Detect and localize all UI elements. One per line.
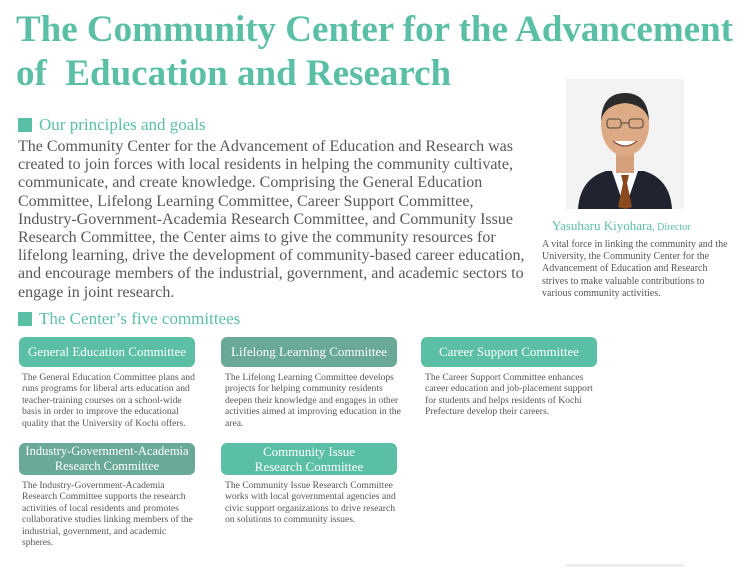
committee-name: Industry-Government-Academia Research Committee [25,444,189,473]
divider [566,564,684,567]
title-line-2: of Education and Research [16,53,452,94]
committee-badge-general-education [19,337,195,367]
committee-description-career-support: The Career Support Committee enhances career education and job-placement support for students and helps residents of Kochi Prefecture develop their careers. [425,372,593,418]
director-name: Yasuharu Kiyohara [552,218,653,233]
committee-badge-community-issue [221,443,397,475]
committee-name: Lifelong Learning Committee [231,344,387,359]
committee-description-general-education: The General Education Committee plans and runs programs for liberal arts education and teacher-training courses on a school-wide basis in order to improve the educational quality that the University of Kochi offers. [22,372,195,429]
committee-badge-industry-government-academia [19,443,195,475]
director-description: A vital force in linking the community and the University, the Community Center for the Advancement of Education and Research strives to make valuable contributions to various community activities. [542,239,728,299]
square-bullet-icon [18,312,32,326]
title-line-1: The Community Center for the Advancement [16,9,733,50]
principles-paragraph: The Community Center for the Advancement of Education and Research was created to join forces with local residents in helping the community cultivate, communicate, and create knowledge. Comprising the General Education Committee, Lifelong Learning Committee, Career Support Committee, Industry-Government-Academia Research Committee, and Community Issue Research Committee, the Center aims to give the community resources for lifelong learning, drive the development of community-based career education, and encourage members of the industrial, government, and academic sectors to engage in joint research. [18,138,525,301]
committee-name: Career Support Committee [438,344,580,359]
committee-name: Community Issue Research Committee [254,444,364,474]
square-bullet-icon [18,118,32,132]
director-photo [566,79,684,209]
director-role: , Director [652,222,691,233]
director-caption [552,218,690,234]
committees-heading-text: The Center’s five committees [39,309,241,328]
committee-name: General Education Committee [27,344,187,359]
principles-heading-text: Our principles and goals [39,115,206,134]
committee-badge-lifelong-learning [221,337,397,367]
committee-description-community-issue: The Community Issue Research Committee works with local governmental agencies and civic support organizations to drive research on solutions to community issues. [225,480,396,526]
principles-heading [18,115,206,135]
committee-badge-career-support [421,337,597,367]
committee-description-lifelong-learning: The Lifelong Learning Committee develops projects for helping community residents deepen their knowledge and engages in other activities aimed at improving education in the area. [225,372,401,429]
committees-heading [18,309,240,329]
committee-description-industry-government-academia: The Industry-Government-Academia Research Committee supports the research activities of local residents and promotes collaborative studies linking members of the industrial, government, and academic spheres. [22,480,193,549]
